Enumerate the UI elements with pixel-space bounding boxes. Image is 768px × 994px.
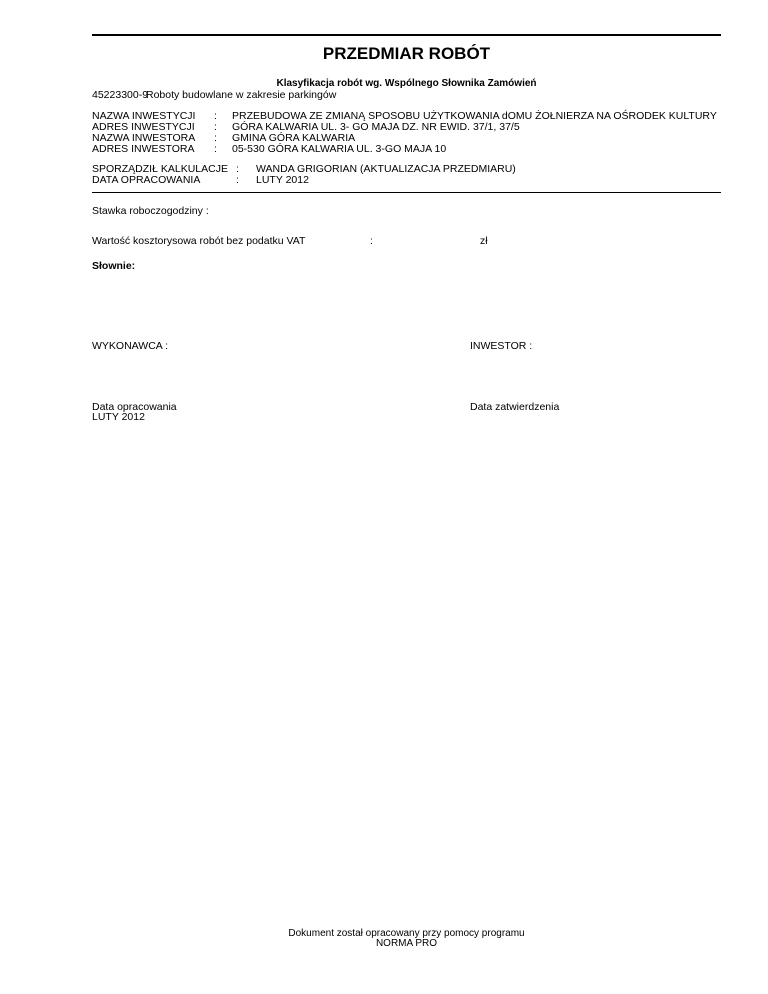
prep-date-value: LUTY 2012 [92, 411, 145, 423]
label-investment-name: NAZWA INWESTYCJI [92, 110, 196, 122]
top-rule [92, 34, 721, 36]
value-investment-address: GÓRA KALWARIA UL. 3- GO MAJA DZ. NR EWID. 37/1, 37/5 [232, 121, 520, 133]
contractor-label: WYKONAWCA : [92, 340, 169, 352]
sep-investment-address: : [214, 121, 217, 133]
label-prep-date: DATA OPRACOWANIA [92, 174, 201, 186]
value-investment-name: PRZEBUDOWA ZE ZMIANĄ SPOSOBU UŻYTKOWANIA dOMU ŻOŁNIERZA NA OŚRODEK KULTURY [232, 110, 717, 122]
sep-investor-name: : [214, 132, 217, 144]
label-investor-address: ADRES INWESTORA [92, 143, 195, 155]
sep-investor-address: : [214, 143, 217, 155]
footer-line-1: Dokument został opracowany przy pomocy programu [288, 928, 525, 939]
approval-date-label: Data zatwierdzenia [470, 401, 560, 413]
document-title: PRZEDMIAR ROBÓT [322, 44, 491, 63]
value-investor-address: 05-530 GÓRA KALWARIA UL. 3-GO MAJA 10 [232, 143, 447, 155]
sep-prep-date: : [236, 174, 239, 186]
value-prep-date: LUTY 2012 [256, 174, 309, 186]
investor-label: INWESTOR : [470, 340, 533, 352]
cost-value-currency: zł [480, 235, 488, 247]
classification-title: Klasyfikacja robót wg. Wspólnego Słownika Zamówień [276, 78, 537, 89]
cost-value-sep: : [370, 235, 373, 247]
label-prepared-by: SPORZĄDZIŁ KALKULACJE [92, 163, 228, 175]
label-investment-address: ADRES INWESTYCJI [92, 121, 195, 133]
label-investor-name: NAZWA INWESTORA [92, 132, 196, 144]
value-investor-name: GMINA GÓRA KALWARIA [232, 132, 356, 144]
middle-rule [92, 192, 721, 193]
sep-investment-name: : [214, 110, 217, 122]
hourly-rate-label: Stawka roboczogodziny : [92, 205, 209, 217]
cpv-description: Roboty budowlane w zakresie parkingów [146, 89, 337, 101]
prep-date-label: Data opracowania [92, 401, 177, 413]
cpv-code: 45223300-9 [92, 89, 149, 101]
cost-value-label: Wartość kosztorysowa robót bez podatku VAT [92, 235, 306, 247]
footer-line-2: NORMA PRO [375, 938, 438, 949]
in-words-label: Słownie: [92, 260, 136, 272]
sep-prepared-by: : [236, 163, 239, 175]
value-prepared-by: WANDA GRIGORIAN (AKTUALIZACJA PRZEDMIARU) [256, 163, 516, 175]
